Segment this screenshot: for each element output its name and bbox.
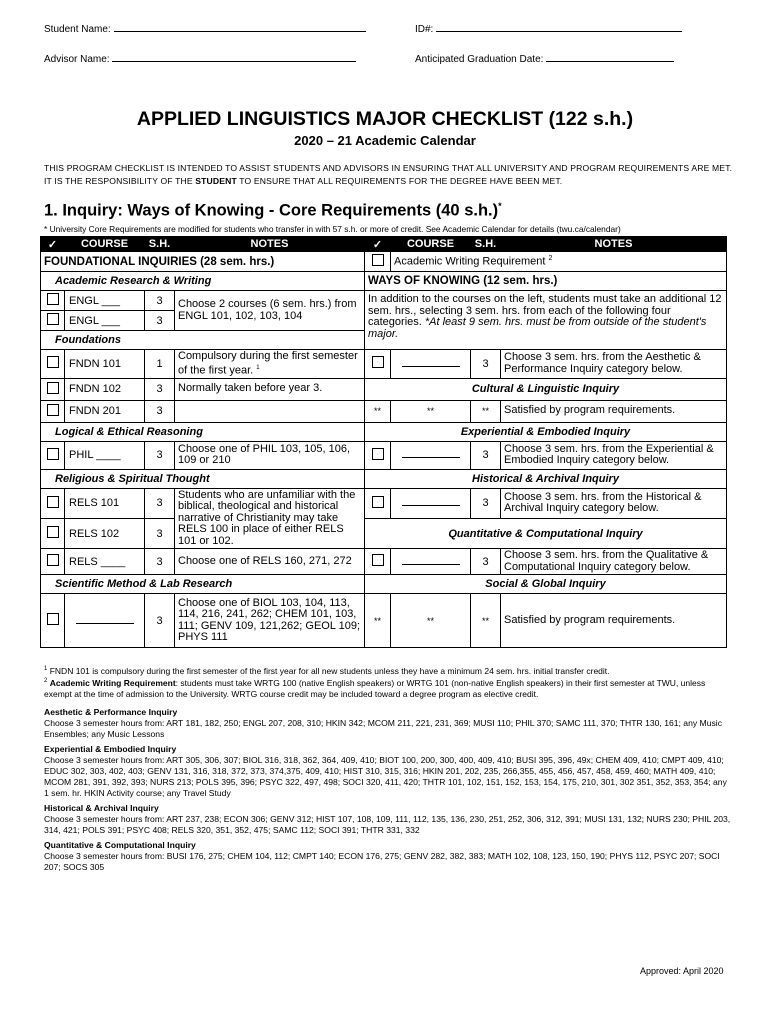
cl-sh-stars: ** <box>471 400 501 422</box>
cl-note: Satisfied by program requirements. <box>501 400 727 422</box>
fndn102-sh: 3 <box>145 378 175 400</box>
grad-line[interactable] <box>546 52 674 62</box>
sg-check-stars: ** <box>365 594 391 648</box>
grad-date-field[interactable] <box>415 52 674 65</box>
ar-category: Academic Research & Writing <box>41 272 365 291</box>
checklist-table <box>40 236 727 648</box>
student-name-label: Student Name: <box>44 24 111 35</box>
qc-sh: 3 <box>471 549 501 575</box>
listing-aesthetic: Aesthetic & Performance Inquiry Choose 3 semester hours from: ART 181, 182, 250; ENGL 207, 208, 310; HKIN 342; MCOM 211, 221, 231, 369; MUSI 110; PHIL 370; SAMC 111, 370; THTR 130, 161; any Music Ensembles; any Music Lessons <box>44 707 722 739</box>
sh-header: S.H. <box>145 237 175 252</box>
ee-course-blank[interactable] <box>402 449 460 458</box>
qc-course-blank[interactable] <box>402 556 460 565</box>
foundational-heading: FOUNDATIONAL INQUIRIES (28 sem. hrs.) <box>41 252 365 272</box>
check-header: ✓ <box>365 237 391 252</box>
aes-note: Choose 3 sem. hrs. from the Aesthetic & Performance Inquiry category below. <box>501 350 727 379</box>
phil-checkbox[interactable] <box>47 448 59 460</box>
fndn102-course: FNDN 102 <box>65 378 145 400</box>
qc-checkbox[interactable] <box>372 554 384 566</box>
aes-course-blank[interactable] <box>402 358 460 367</box>
rs-category: Religious & Spiritual Thought <box>41 469 365 488</box>
phil-course[interactable]: PHIL ____ <box>65 441 145 469</box>
engl1-course[interactable]: ENGL ___ <box>65 291 145 311</box>
aes-checkbox[interactable] <box>372 356 384 368</box>
fndn101-sh: 1 <box>145 350 175 379</box>
sm-sh: 3 <box>145 594 175 648</box>
footnote-1: $^1$ FNDN 101 is compulsory during the first semester of the first year for all new students unless they have a minimum 24 sem. hrs. initial transfer credit. <box>44 665 610 676</box>
ha-note: Choose 3 sem. hrs. from the Historical & Archival Inquiry category below. <box>501 488 727 518</box>
student-name-field[interactable] <box>44 22 366 35</box>
fndn201-sh: 3 <box>145 400 175 422</box>
ee-category: Experiential & Embodied Inquiry <box>365 422 727 441</box>
ha-category: Historical & Archival Inquiry <box>365 469 727 488</box>
aes-sh: 3 <box>471 350 501 379</box>
id-label: ID#: <box>415 24 434 35</box>
fndn201-checkbox[interactable] <box>47 404 59 416</box>
table-header-row <box>41 237 727 252</box>
ha-course-blank[interactable] <box>402 497 460 506</box>
fndn101-checkbox[interactable] <box>47 356 59 368</box>
fndn201-note <box>175 400 365 422</box>
sm-checkbox[interactable] <box>47 613 59 625</box>
rels-elective-checkbox[interactable] <box>47 554 59 566</box>
engl2-sh: 3 <box>145 311 175 331</box>
engl1-checkbox[interactable] <box>47 293 59 305</box>
phil-sh: 3 <box>145 441 175 469</box>
advisor-label: Advisor Name: <box>44 54 110 65</box>
wok-heading: WAYS OF KNOWING (12 sem. hrs.) <box>365 272 727 291</box>
ha-sh: 3 <box>471 488 501 518</box>
notes-header: NOTES <box>501 237 727 252</box>
section1-heading: 1. Inquiry: Ways of Knowing - Core Requirements (40 s.h.)* <box>44 201 502 220</box>
advisor-name-field[interactable] <box>44 52 356 65</box>
qc-note: Choose 3 sem. hrs. from the Qualitative & Computational Inquiry category below. <box>501 549 727 575</box>
awr-checkbox[interactable] <box>372 254 384 266</box>
ee-note: Choose 3 sem. hrs. from the Experiential & Embodied Inquiry category below. <box>501 441 727 469</box>
engl-note: Choose 2 courses (6 sem. hrs.) from ENGL 101, 102, 103, 104 <box>175 291 365 331</box>
sm-note: Choose one of BIOL 103, 104, 113, 114, 216, 241, 262; CHEM 101, 103, 111; GENV 109, 121,262; GEOL 109; PHYS 111 <box>175 594 365 648</box>
ee-sh: 3 <box>471 441 501 469</box>
listing-experiential: Experiential & Embodied Inquiry Choose 3 semester hours from: ART 305, 306, 307; BIOL 316, 318, 362, 364, 409, 410; BIOT 100, 200, 300, 400, 409, 410; BUSI 395, 396, 49x; CHEM 409, 410; CMPT 409, 410; EDUC 302, 303, 402, 403; GENV 131, 316, 318, 372, 373, 374,375, 409, 410; HIST 310, 315, 316; HKIN 201, 202, 235, 266,355, 455, 456, 457, 458, 459, 460; MATH 409, 410; MCOM 281, 391, 392, 393; NURS 213; POLS 395, 396; PSYC 322, 497, 498; SOCI 320, 411, 420; THTR 101, 102, 151, 152, 153, 154, 175, 210, 301, 302 351, 352, 353, 354; any 1 sem. hr. HKIN Activity course; any Travel Study <box>44 744 727 798</box>
cl-category: Cultural & Linguistic Inquiry <box>365 378 727 400</box>
course-header: COURSE <box>65 237 145 252</box>
fndn102-note: Normally taken before year 3. <box>175 378 365 400</box>
id-line[interactable] <box>436 22 682 32</box>
engl2-course[interactable]: ENGL ___ <box>65 311 145 331</box>
page-subtitle: 2020 – 21 Academic Calendar <box>294 133 476 148</box>
ee-checkbox[interactable] <box>372 448 384 460</box>
category-listings <box>44 707 732 873</box>
wok-note: In addition to the courses on the left, students must take an additional 12 sem. hrs., selecting 3 sem. hrs. from each of the following four categories. *At least 9 sem. hrs. must be from outside of the student's major. <box>365 291 727 350</box>
grad-label: Anticipated Graduation Date: <box>415 54 544 65</box>
page-title: APPLIED LINGUISTICS MAJOR CHECKLIST (122 s.h.) <box>136 108 634 130</box>
core-note: * University Core Requirements are modified for students who transfer in with 57 s.h. or more of credit. See Academic Calendar for details (twu.ca/calendar) <box>44 224 621 234</box>
check-header: ✓ <box>41 237 65 252</box>
ha-checkbox[interactable] <box>372 496 384 508</box>
awr-label: Academic Writing Requirement $^2$ <box>391 252 727 272</box>
rels-elective-course[interactable]: RELS ____ <box>65 549 145 575</box>
le-category: Logical & Ethical Reasoning <box>41 422 365 441</box>
rels-note: Students who are unfamiliar with the biblical, theological and historical narrative of Christianity may take RELS 100 in place of either RELS 101 or 102. <box>175 488 365 549</box>
listing-quantitative: Quantitative & Computational Inquiry Choose 3 semester hours from: BUSI 176, 275; CHEM 104, 112; CMPT 140; ECON 176, 275; GENV 282, 382, 383; MATH 102, 108, 123, 150, 190; PHYS 112, PSYC 207; SOCI 207; SOCS 305 <box>44 840 720 872</box>
cl-check-stars: ** <box>365 400 391 422</box>
intro-text: THIS PROGRAM CHECKLIST IS INTENDED TO ASSIST STUDENTS AND ADVISORS IN ENSURING THAT ALL UNIVERSITY AND PROGRAM REQUIREMENTS ARE MET. IT IS THE RESPONSIBILITY OF THE STUDENT TO ENSURE THAT ALL REQUIREMENTS FOR THE DEGREE HAVE BEEN MET. <box>44 163 733 186</box>
student-name-line[interactable] <box>114 22 366 32</box>
qc-category: Quantitative & Computational Inquiry <box>365 518 727 548</box>
fndn102-checkbox[interactable] <box>47 382 59 394</box>
listing-historical: Historical & Archival Inquiry Choose 3 semester hours from: ART 237, 238; ECON 306; GENV 312; HIST 107, 108, 109, 111, 112, 135, 136, 230, 251, 252, 306, 312, 391; MUSI 131, 132; NURS 230; PHIL 203, 314, 421; POLS 391; PSYC 408; RELS 320, 351, 352, 475; SAMC 112; SOCI 391; THTR 331, 332 <box>44 803 731 835</box>
sg-sh-stars: ** <box>471 594 501 648</box>
notes-header: NOTES <box>175 237 365 252</box>
rels102-checkbox[interactable] <box>47 526 59 538</box>
rels-elective-sh: 3 <box>145 549 175 575</box>
advisor-line[interactable] <box>112 52 356 62</box>
foundations-category: Foundations <box>41 331 365 350</box>
phil-note: Choose one of PHIL 103, 105, 106, 109 or 210 <box>175 441 365 469</box>
sg-course-stars: ** <box>391 594 471 648</box>
id-field[interactable] <box>415 22 682 35</box>
rels101-sh: 3 <box>145 488 175 518</box>
engl1-sh: 3 <box>145 291 175 311</box>
rels102-sh: 3 <box>145 518 175 548</box>
sm-category: Scientific Method & Lab Research <box>41 575 365 594</box>
sg-note: Satisfied by program requirements. <box>501 594 727 648</box>
rels-elective-note: Choose one of RELS 160, 271, 272 <box>175 549 365 575</box>
engl2-checkbox[interactable] <box>47 313 59 325</box>
sg-category: Social & Global Inquiry <box>365 575 727 594</box>
rels101-checkbox[interactable] <box>47 496 59 508</box>
cl-course-stars: ** <box>391 400 471 422</box>
fndn101-course: FNDN 101 <box>65 350 145 379</box>
footnote-2: $^2$ Academic Writing Requirement: students must take WRTG 100 (native English speakers) or WRTG 101 (non-native English speakers) in their first semester at TWU, unless exempt at the time of admission to the University. WRTG course credit may be included toward a degree program as elective credit. <box>44 677 706 699</box>
sm-course-blank[interactable] <box>76 615 134 624</box>
fndn101-note: Compulsory during the first semester of the first year. $^1$ <box>175 350 365 379</box>
rels101-course: RELS 101 <box>65 488 145 518</box>
approved-date: Approved: April 2020 <box>640 966 724 976</box>
rels102-course: RELS 102 <box>65 518 145 548</box>
sh-header: S.H. <box>471 237 501 252</box>
course-header: COURSE <box>391 237 471 252</box>
fndn201-course: FNDN 201 <box>65 400 145 422</box>
